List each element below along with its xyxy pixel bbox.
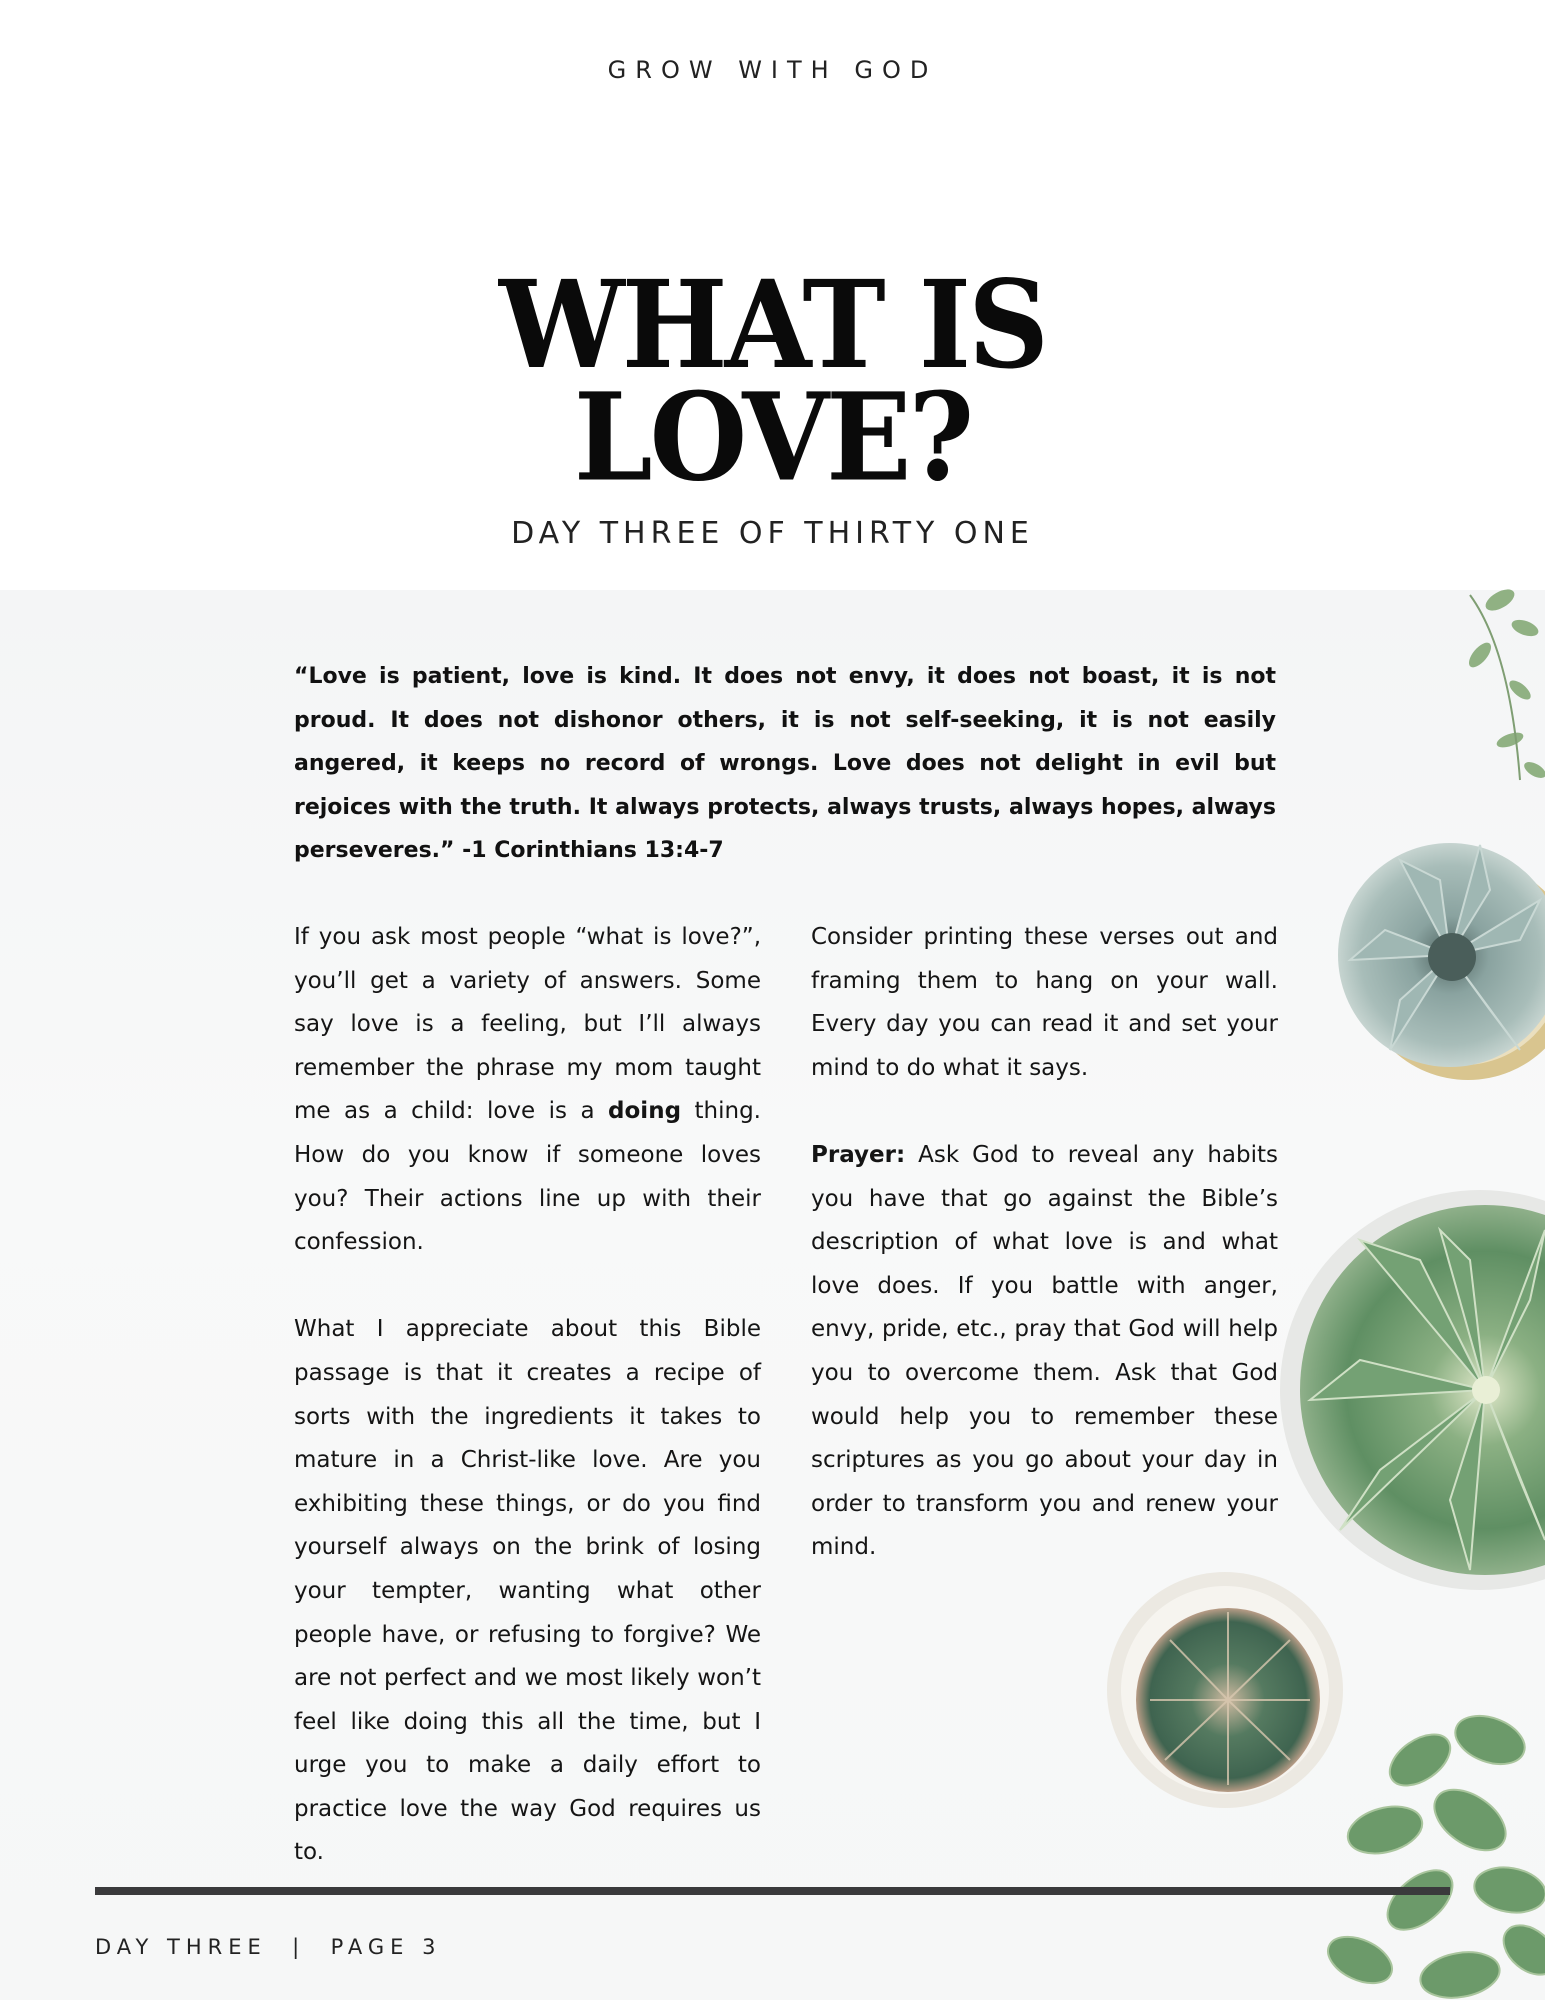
left-p1-bold-word: doing [608, 1098, 682, 1125]
prayer-paragraph [811, 1134, 1278, 1570]
left-p1-text-start: If you ask most people “what is love?”, you’ll get a variety of answers. Some say love is a feeling, but I’ll always remember the phrase my mom taught me as a child: love is a [294, 924, 761, 1125]
header-kicker: GROW WITH GOD [607, 56, 938, 84]
left-paragraph-2: What I appreciate about this Bible passage is that it creates a recipe of sorts with the ingredients it takes to mature in a Christ-like love. Are you exhibiting these things, or do you find yourself always on the brink of losing your tempter, wanting what other people have, or refusing to forgive? We are not perfect and we most likely won’t feel like doing this all the time, but I urge you to make a daily effort to practice love the way God requires us to. [294, 1316, 761, 1866]
left-column [294, 916, 761, 1919]
prayer-label: Prayer: [811, 1141, 906, 1168]
footer-divider [95, 1887, 1450, 1895]
left-paragraph-1 [294, 916, 761, 1265]
left-p1-text-end: thing. How do you know if someone loves you? Their actions line up with their confession. [294, 1098, 761, 1256]
page-subtitle: DAY THREE OF THIRTY ONE [511, 516, 1034, 551]
title-line-2: LOVE? [573, 367, 972, 509]
right-column [811, 916, 1278, 1614]
prayer-text: Ask God to reveal any habits you have that go against the Bible’s description of what love is and what love does. If you battle with anger, envy, pride, etc., pray that God will help you to overcome them. Ask that God would help you to remember these scriptures as you go about your day in order to transform you and renew your mind. [811, 1141, 1278, 1561]
page-footer: DAY THREE | PAGE 3 [95, 1935, 442, 1959]
title-line-1: WHAT IS [499, 254, 1046, 397]
page-title [0, 254, 1545, 509]
scripture-quote: “Love is patient, love is kind. It does not envy, it does not boast, it is not proud. It does not dishonor others, it is not self-seeking, it is not easily angered, it keeps no record of wrongs. Love does not delight in evil but rejoices with the truth. It always protects, always trusts, always hopes, always perseveres.” -1 Corinthians 13:4-7 [294, 664, 1276, 863]
right-paragraph-1: Consider printing these verses out and framing them to hang on your wall. Every day you can read it and set your mind to do what it says. [811, 924, 1278, 1081]
